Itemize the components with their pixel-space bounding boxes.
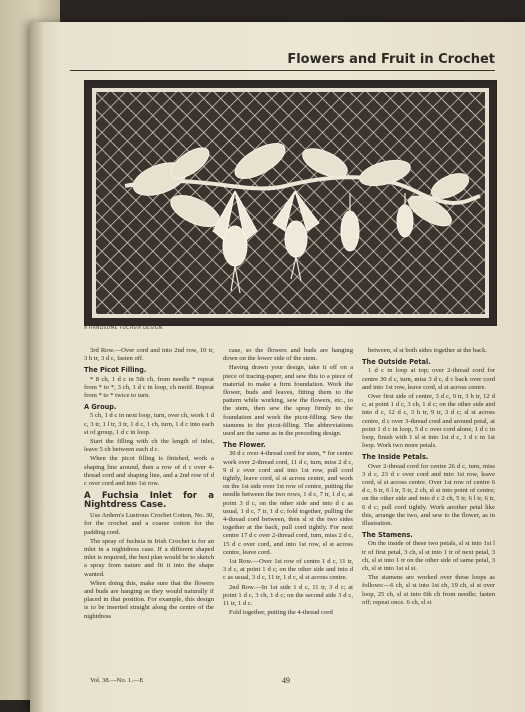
paragraph: case, so the flowers and buds are hanging down on the lower side of the stem. — [223, 347, 353, 363]
paragraph: Over 2-thread cord for centre 26 d c, turn, miss 3 d c, 23 d c over cord and into 1st row, leave cord, sl st across centre. Over 1st row of centre 6 d c, 6 tr, 6 l tr, 5 tr, 2 ch, sl st into point of centre; on the other side and into d c 2 ch, 5 tr, 6 l tr, 6 tr, 6 d c; pull cord tightly. Work another petal like this, arrange the two, and sew to the flower, as in illustration. — [362, 462, 495, 528]
text-column-1 — [84, 347, 214, 622]
section-heading: A Group. — [84, 403, 117, 412]
paragraph: * 8 ch, 1 d c in 5th ch, from needle * repeat from * to *, 3 ch, 1 d c in loop, ch motif. Repeat from * to * twice to turn. — [84, 375, 214, 400]
running-header: Flowers and Fruit in Crochet — [287, 52, 495, 67]
paragraph: 1 d c in loop at top; over 2-thread cord for centre 30 d c, turn, miss 3 d c, d c back over cord and into 1st row, leave cord, sl st across centre. — [362, 367, 495, 391]
section-heading: A Fuchsia Inlet for a Nightdress Case. — [84, 491, 214, 511]
paragraph: Fold together, putting the 4-thread cord — [229, 609, 333, 617]
section-heading: The Outside Petal. — [362, 358, 431, 367]
paragraph: When doing this, make sure that the flowers and buds are hanging as they would naturally if placed in that position. For example, this design is to be inserted straight along the centre of the nightdress — [84, 579, 214, 620]
page-number: 49 — [282, 676, 290, 685]
lace-illustration — [85, 81, 496, 325]
paragraph: Over first side of centre, 3 d c, 9 tr, 3 h tr, 12 d c; at point 1 d c, 3 ch, 1 d c; on the other side and into d c, 12 d c, 3 h tr, 9 tr, 3 d c; sl st across centre, d c over 3-thread cord and around petal, at point 1 d c in loop, 5 d c over cord alone, 1 d c in loop, finish with 1 sl st into 1st d c, 1 d c in 1st loop. Work two more petals. — [362, 393, 495, 450]
paragraph: 5 ch, 1 d c in next loop, turn, over ch, work 1 d c, 3 tr, 1 l tr, 3 tr, 1 d c, 1 ch, turn, 1 d c into each st of group, 1 d c in loop. — [84, 412, 214, 436]
paragraph: 3rd Row.—Over cord and into 2nd row, 10 tr, 3 h tr, 3 d c, fasten off. — [84, 347, 214, 363]
paragraph: 2nd Row.—In 1st side 1 d c, 11 tr, 3 d c; at point 1 d c, 3 ch, 1 d c; on the second side 3 d c, 11 tr, 1 d c. — [223, 583, 353, 608]
page-gutter-shadow — [30, 22, 44, 712]
section-heading: The Inside Petals. — [362, 453, 429, 462]
text-column-2 — [223, 347, 353, 619]
paragraph: 30 d c over 4-thread cord for stem, * for centre work over 2-thread cord, 11 d c, turn, miss 2 d c, 9 d c over cord and into 1st row, pull cord tightly, leave cord, sl st across centre, and work on the 1st side over 1st row of centre, putting the needle between the two rows, 1 d c, 7 tr, 1 d c, at point 3 d c, on the other side and into d c as usual, 1 d c, 7 tr, 1 d c; fold together, pulling the 4-thread cord between, then sl st the two sides together at the back, pull cord tightly. For next centre 17 d c over 2-thread cord, turn, miss 2 d c, 15 d c over cord, and into 1st row, sl st across centre, leave cord. — [223, 450, 353, 556]
section-heading: The Flower. — [223, 441, 266, 450]
paragraph: The spray of fuchsia in Irish Crochet is for an inlet in a nightdress case. If a different shaped inlet is required, the best plan would be to sketch a spray from nature and fit it into the shape wanted. — [84, 537, 214, 578]
paragraph: The stamens are worked over these loops as follows:—6 ch, sl st into 1st ch, 19 ch, sl st over loop, 25 ch, sl st into 6th ch from needle; fasten off; repeat once. 6 ch, sl st — [362, 574, 495, 606]
paragraph: Use Ardern's Lustrous Crochet Cotton, No. 30, for the crochet and a coarse cotton for the padding cord. — [84, 512, 214, 536]
figure-caption: A HANDSOME FUCHSIA DESIGN — [84, 326, 163, 331]
fuchsia-lace-photo — [84, 80, 497, 326]
text-column-3 — [362, 347, 495, 608]
paragraph: On the inside of these two petals, sl st into 1st l tr of first petal, 3 ch, sl st into 1 tr of next petal, 3 ch, sl st into 1 tr on the other side of same petal, 3 ch, sl st into 1st sl st. — [362, 540, 495, 573]
paragraph: Having drawn your design, take it off on a piece of tracing-paper, and sew this to a piece of material to make a firm foundation. Work the flower, buds and leaves, fitting them to the pattern while working, sew the flowers, etc., to the stem, then sew the spray firmly to the foundation and work the picot-filling. Sew the stamens to the picot-filling. The abbreviations used are the same as in the preceding design. — [223, 364, 353, 438]
paragraph: 1st Row.—Over 1st row of centre 1 d c, 11 tr, 3 d c, at point 1 d c; on the other side and into d c as usual, 3 d c, 11 tr, 1 d c, sl st across centre. — [223, 558, 353, 582]
volume-footer: Vol. 38.—No. 1.—E — [90, 677, 144, 684]
section-heading: The Stamens. — [362, 531, 413, 540]
paragraph: When the picot filling is finished, work a shaping line around, then a row of d c over 4-thread cord and shaping line, and a 2nd row of d c over cord and into 1st row. — [84, 455, 214, 488]
paragraph: between, sl st both sides together at the back. — [368, 347, 488, 354]
header-rule — [70, 70, 495, 71]
section-heading: The Picot Filling. — [84, 366, 147, 375]
paragraph: Start the filling with ch the length of inlet, leave 5 ch between each d c. — [84, 438, 214, 454]
